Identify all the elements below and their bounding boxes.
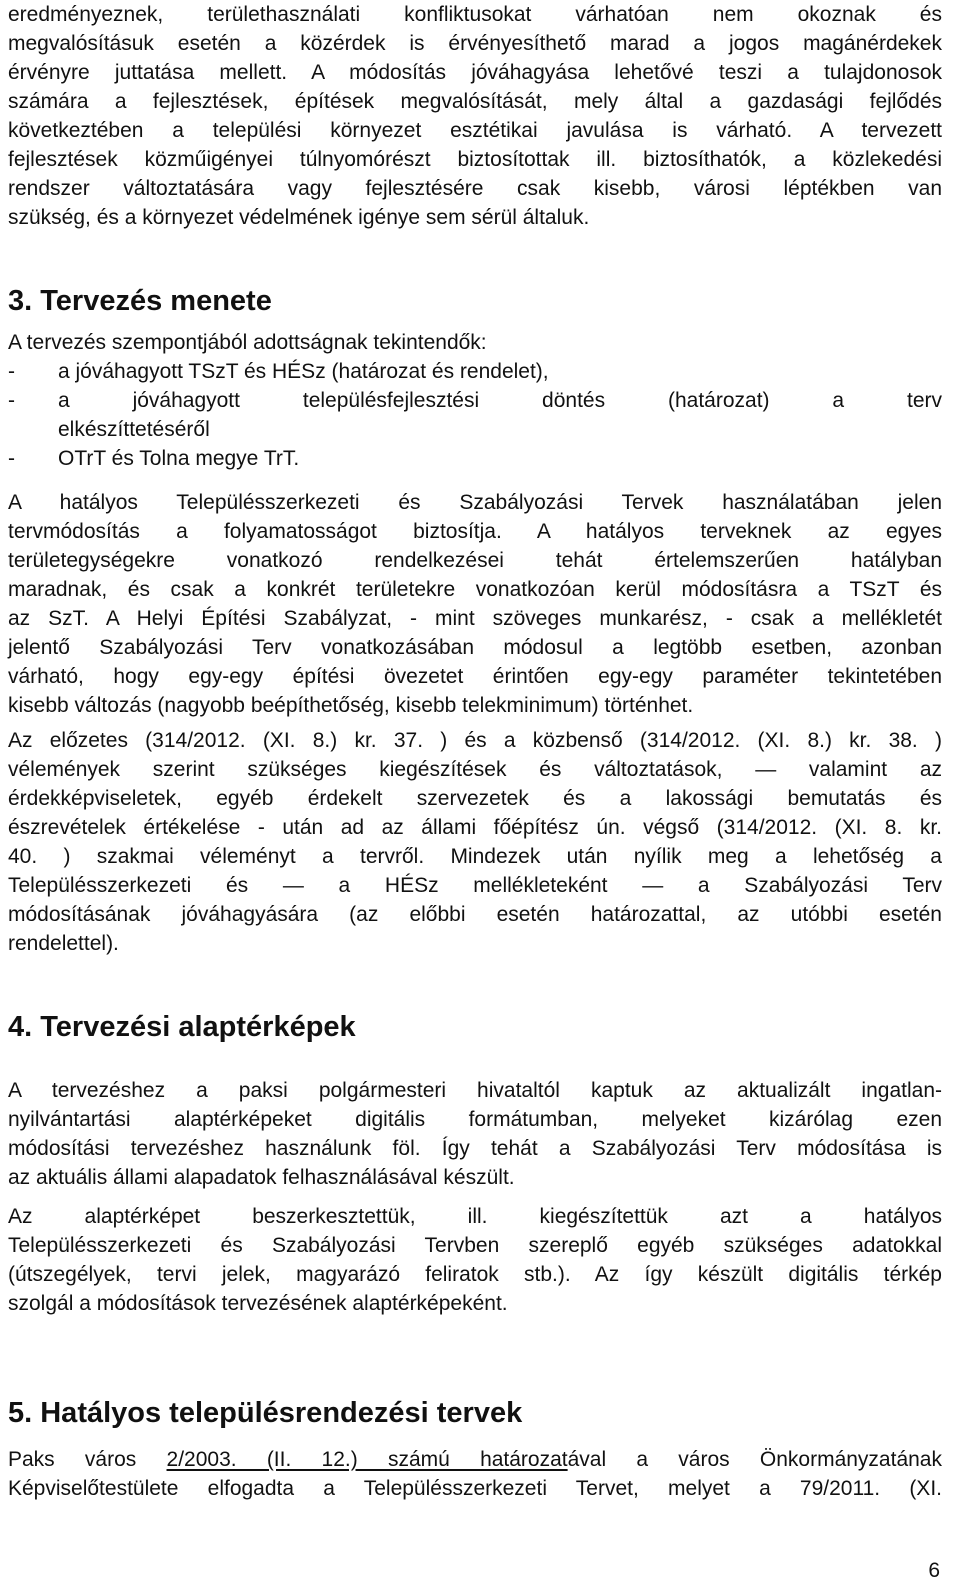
section-3-heading: 3. Tervezés menete [8, 285, 272, 317]
text-line: eredményeznek, területhasználati konfliktusokat várhatóan nem okoznak és [8, 3, 942, 26]
text-line: módosítási tervezéshez használunk föl. Így tehát a Szabályozási Terv módosítása is [8, 1137, 942, 1160]
line-text: Paks város [8, 1448, 167, 1471]
line-text: ával a város Önkormányzatának [567, 1448, 942, 1471]
text-line: (útszegélyek, tervi jelek, magyarázó feliratok stb.). Az így készült digitális térkép [8, 1263, 942, 1286]
text-line: szükség, és a környezet védelmének igénye sem sérül általuk. [8, 206, 590, 229]
text-line: Településszerkezeti és — a HÉSz mellékleteként — a Szabályozási Terv [8, 874, 942, 897]
text-line: Az alaptérképet beszerkesztettük, ill. kiegészítettük azt a hatályos [8, 1205, 942, 1228]
text-line: kisebb változás (nagyobb beépíthetőség, kisebb telekminimum) történhet. [8, 694, 694, 717]
list-dash: - [8, 447, 15, 470]
text-line: számára a fejlesztések, építések megvalósítását, mely által a gazdasági fejlődés [8, 90, 942, 113]
text-line: vélemények szerint szükséges kiegészítések és változtatások, — valamint az [8, 758, 942, 781]
section-3-paragraph-2 [8, 726, 942, 958]
text-line: 40. ) szakmai véleményt a tervről. Mindezek után nyílik meg a lehetőség a [8, 845, 942, 868]
text-line: maradnak, és csak a konkrét területekre vonatkozóan kerül módosításra a TSzT és [8, 578, 942, 601]
text-line: fejlesztések közműigényei túlnyomórészt biztosítottak ill. biztosíthatók, a közlekedési [8, 148, 942, 171]
text-line: területegységekre vonatkozó rendelkezései tehát értelemszerűen hatályban [8, 549, 942, 572]
text-line: következtében a települési környezet esztétikai javulása is várható. A tervezett [8, 119, 942, 142]
text-line: Településszerkezeti és Szabályozási Tervben szereplő egyéb szükséges adatokkal [8, 1234, 942, 1257]
resolution-link[interactable]: 2/2003. (II. 12.) számú határozat [166, 1448, 568, 1471]
section-5-line-1 [8, 1445, 942, 1474]
text-line: nyilvántartási alaptérképeket digitális formátumban, melyeket kizárólag ezen [8, 1108, 942, 1131]
section-5-paragraph [8, 1445, 942, 1503]
section-5-heading: 5. Hatályos településrendezési tervek [8, 1397, 523, 1429]
text-line: várható, hogy egy-egy építési övezetet érintően egy-egy paraméter tekintetében [8, 665, 942, 688]
section-4-paragraph-2 [8, 1202, 942, 1318]
lead-text: A tervezés szempontjából adottságnak tekintendők: [8, 331, 487, 354]
text-line: az SzT. A Helyi Építési Szabályzat, - mint szöveges munkarész, - csak a mellékletét [8, 607, 942, 630]
list-item [8, 386, 942, 444]
text-line: Az előzetes (314/2012. (XI. 8.) kr. 37. ) és a közbenső (314/2012. (XI. 8.) kr. 38. ) [8, 729, 942, 752]
section-5-line-2: Képviselőtestülete elfogadta a Településszerkezeti Tervet, melyet a 79/2011. (XI. [8, 1477, 942, 1500]
text-line: érdekképviseletek, egyéb érdekelt szervezetek és a lakossági bemutatás és [8, 787, 942, 810]
list-item-text: elkészíttetéséről [58, 418, 210, 441]
text-line: módosításának jóváhagyására (az előbbi esetén határozattal, az utóbbi esetén [8, 903, 942, 926]
section-3-list [8, 357, 942, 473]
text-line: rendelettel). [8, 932, 119, 955]
text-line: megvalósításuk esetén a közérdek is érvényesíthető marad a jogos magánérdekek [8, 32, 942, 55]
page-number: 6 [928, 1559, 940, 1582]
text-line: az aktuális állami alapadatok felhasználásával készült. [8, 1166, 515, 1189]
text-line: érvényre juttatása mellett. A módosítás jóváhagyása lehetővé teszi a tulajdonosok [8, 61, 942, 84]
section-3-paragraph-1 [8, 488, 942, 720]
list-item-text: a jóváhagyott TSzT és HÉSz (határozat és rendelet), [58, 360, 549, 383]
text-line: A hatályos Településszerkezeti és Szabályozási Tervek használatában jelen [8, 491, 942, 514]
list-dash: - [8, 389, 15, 412]
text-line: rendszer változtatására vagy fejlesztésére csak kisebb, városi léptékben van [8, 177, 942, 200]
intro-paragraph [8, 0, 942, 232]
list-item [8, 444, 942, 473]
list-dash: - [8, 360, 15, 383]
section-4-paragraph-1 [8, 1076, 942, 1192]
list-item-text: OTrT és Tolna megye TrT. [58, 447, 300, 470]
list-item [8, 357, 942, 386]
text-line: szolgál a módosítások tervezésének alaptérképeként. [8, 1292, 508, 1315]
section-4-heading: 4. Tervezési alaptérképek [8, 1011, 356, 1043]
text-line: A tervezéshez a paksi polgármesteri hivataltól kaptuk az aktualizált ingatlan- [8, 1079, 942, 1102]
section-3-lead [8, 328, 942, 357]
text-line: jelentő Szabályozási Terv vonatkozásában módosul a legtöbb esetben, azonban [8, 636, 942, 659]
text-line: tervmódosítás a folyamatosságot biztosítja. A hatályos terveknek az egyes [8, 520, 942, 543]
text-line: észrevételek értékelése - után ad az állami főépítész ún. végső (314/2012. (XI. 8. kr. [8, 816, 942, 839]
list-item-text: a jóváhagyott településfejlesztési döntés (határozat) a terv [58, 389, 942, 412]
